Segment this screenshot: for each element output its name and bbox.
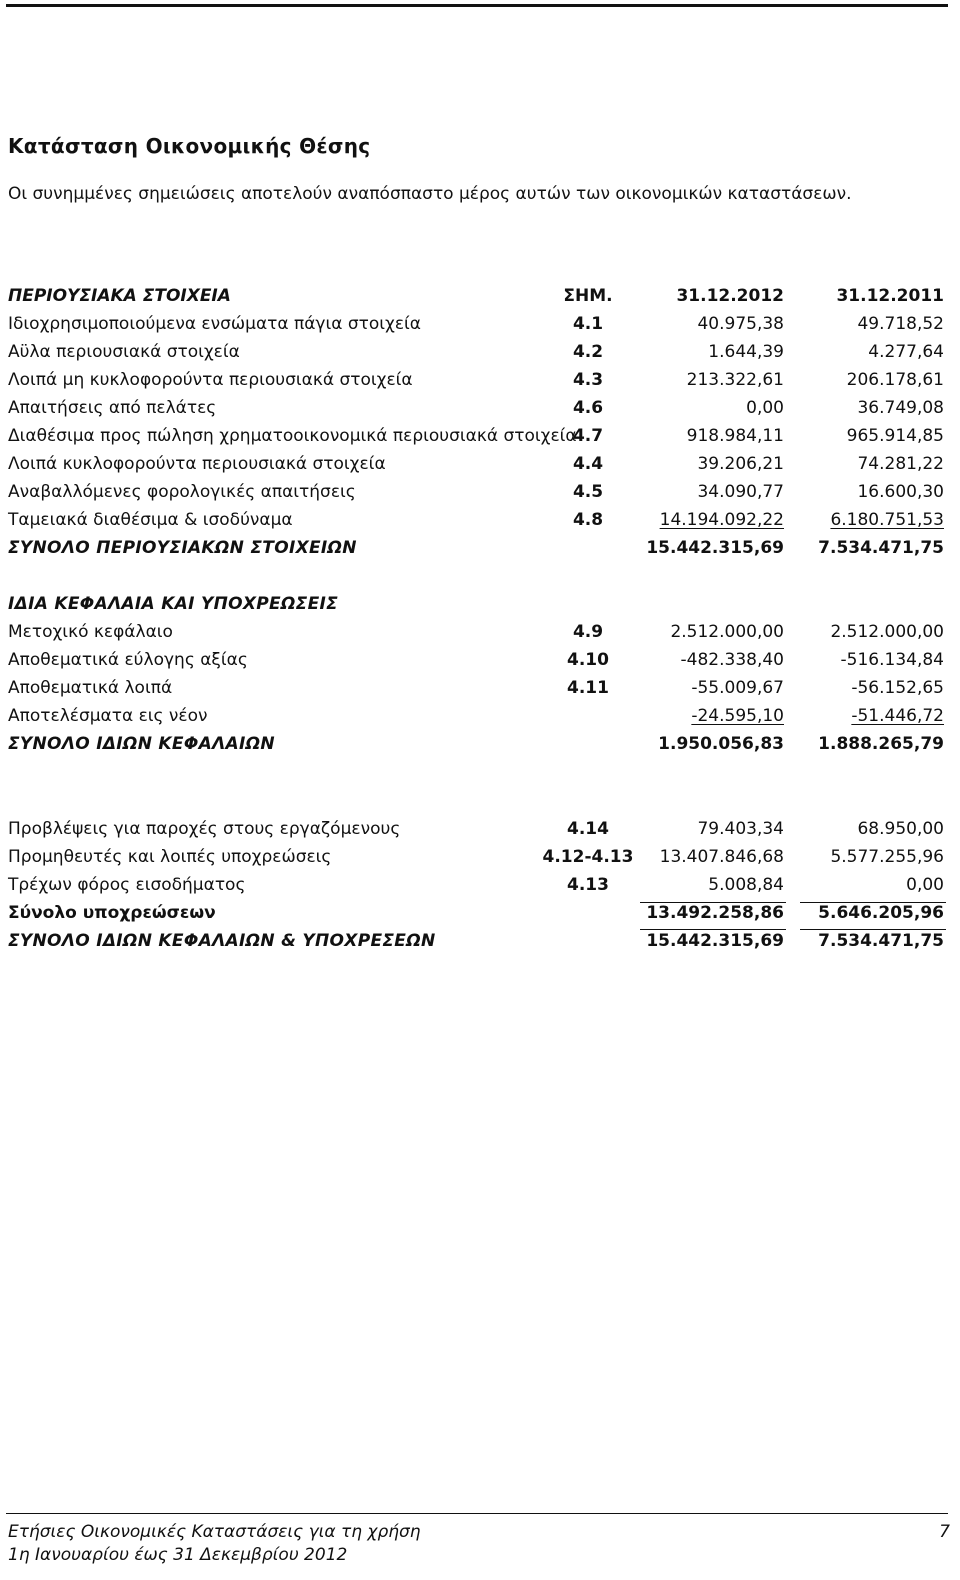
- row-value-2012: 5.008,84: [708, 875, 784, 895]
- row-label: Αποτελέσματα εις νέον: [8, 706, 208, 726]
- row-value-2012: 79.403,34: [697, 819, 784, 839]
- row-label: Ταμειακά διαθέσιμα & ισοδύναμα: [8, 510, 293, 530]
- total-label: Σύνολο υποχρεώσεων: [8, 903, 216, 923]
- liabilities-total-row: [0, 903, 960, 931]
- row-note: 4.6: [572, 398, 604, 418]
- row-value-2012: 34.090,77: [697, 482, 784, 502]
- row-note: 4.3: [572, 370, 604, 390]
- row-note: 4.2: [572, 342, 604, 362]
- row-value-2012: 14.194.092,22: [659, 510, 784, 530]
- table-row: [0, 678, 960, 706]
- table-header: [0, 286, 960, 314]
- row-note: 4.10: [567, 650, 609, 670]
- table-row: [0, 847, 960, 875]
- table-row: [0, 650, 960, 678]
- total-value-2012: 13.492.258,86: [646, 903, 784, 923]
- total-value-2012: 1.950.056,83: [658, 734, 784, 754]
- total-value-2011: 5.646.205,96: [818, 903, 944, 923]
- total-label: ΣΥΝΟΛΟ ΠΕΡΙΟΥΣΙΑΚΩΝ ΣΤΟΙΧΕΙΩΝ: [8, 538, 357, 558]
- row-note: 4.12-4.13: [542, 847, 634, 867]
- page-subtitle: Οι συνημμένες σημειώσεις αποτελούν αναπόσπαστο μέρος αυτών των οικονομικών καταστάσεων.: [8, 184, 852, 204]
- row-value-2011: -51.446,72: [851, 706, 944, 726]
- row-value-2012: -55.009,67: [691, 678, 784, 698]
- table-row: [0, 342, 960, 370]
- equity-section-header: [0, 594, 960, 622]
- row-value-2012: -24.595,10: [691, 706, 784, 726]
- row-value-2011: 36.749,08: [857, 398, 944, 418]
- row-label: Λοιπά μη κυκλοφορούντα περιουσιακά στοιχεία: [8, 370, 413, 390]
- row-value-2012: 2.512.000,00: [670, 622, 784, 642]
- section-heading: ΙΔΙΑ ΚΕΦΑΛΑΙΑ ΚΑΙ ΥΠΟΧΡΕΩΣΕΙΣ: [8, 594, 339, 614]
- year-2012-header: 31.12.2012: [676, 286, 784, 306]
- table-row: [0, 370, 960, 398]
- total-label: ΣΥΝΟΛΟ ΙΔΙΩΝ ΚΕΦΑΛΑΙΩΝ: [8, 734, 275, 754]
- row-note: 4.11: [567, 678, 609, 698]
- row-value-2011: 965.914,85: [846, 426, 944, 446]
- row-value-2011: 16.600,30: [857, 482, 944, 502]
- row-value-2012: 13.407.846,68: [659, 847, 784, 867]
- row-value-2012: -482.338,40: [680, 650, 784, 670]
- row-label: Αναβαλλόμενες φορολογικές απαιτήσεις: [8, 482, 356, 502]
- row-value-2011: -56.152,65: [851, 678, 944, 698]
- assets-header-label: ΠΕΡΙΟΥΣΙΑΚΑ ΣΤΟΙΧΕΙΑ: [8, 286, 231, 306]
- table-row: [0, 706, 960, 734]
- row-label: Τρέχων φόρος εισοδήματος: [8, 875, 246, 895]
- sum-line-2012: [640, 929, 786, 930]
- row-label: Αϋλα περιουσιακά στοιχεία: [8, 342, 240, 362]
- row-note: 4.8: [572, 510, 604, 530]
- row-note: 4.14: [567, 819, 609, 839]
- row-label: Προβλέψεις για παροχές στους εργαζόμενους: [8, 819, 401, 839]
- row-value-2011: 49.718,52: [857, 314, 944, 334]
- footer-line-2: 1η Ιανουαρίου έως 31 Δεκεμβρίου 2012: [8, 1545, 348, 1565]
- total-value-2011: 7.534.471,75: [818, 538, 944, 558]
- total-value-2012: 15.442.315,69: [646, 538, 784, 558]
- row-value-2012: 918.984,11: [686, 426, 784, 446]
- row-value-2011: 2.512.000,00: [830, 622, 944, 642]
- total-value-2011: 7.534.471,75: [818, 931, 944, 951]
- row-note: 4.4: [572, 454, 604, 474]
- footer-line-1: Ετήσιες Οικονομικές Καταστάσεις για τη χρήση: [8, 1522, 421, 1542]
- equity-total-row: [0, 734, 960, 762]
- row-note: 4.5: [572, 482, 604, 502]
- footer-rule: [6, 1513, 948, 1514]
- row-value-2012: 40.975,38: [697, 314, 784, 334]
- row-value-2012: 213.322,61: [686, 370, 784, 390]
- table-row: [0, 875, 960, 903]
- table-row: [0, 622, 960, 650]
- row-value-2012: 39.206,21: [697, 454, 784, 474]
- total-value-2012: 15.442.315,69: [646, 931, 784, 951]
- row-value-2012: 1.644,39: [708, 342, 784, 362]
- row-value-2011: 6.180.751,53: [830, 510, 944, 530]
- assets-total-row: [0, 538, 960, 566]
- table-row: [0, 454, 960, 482]
- total-value-2011: 1.888.265,79: [818, 734, 944, 754]
- row-value-2011: -516.134,84: [840, 650, 944, 670]
- year-2011-header: 31.12.2011: [836, 286, 944, 306]
- sum-line-2011: [800, 929, 946, 930]
- row-note: 4.9: [572, 622, 604, 642]
- table-row: [0, 482, 960, 510]
- grand-total-row: [0, 931, 960, 959]
- row-label: Λοιπά κυκλοφορούντα περιουσιακά στοιχεία: [8, 454, 386, 474]
- total-label: ΣΥΝΟΛΟ ΙΔΙΩΝ ΚΕΦΑΛΑΙΩΝ & ΥΠΟΧΡΕΣΕΩΝ: [8, 931, 436, 951]
- row-value-2011: 68.950,00: [857, 819, 944, 839]
- row-note: 4.1: [572, 314, 604, 334]
- row-label: Μετοχικό κεφάλαιο: [8, 622, 173, 642]
- row-label: Απαιτήσεις από πελάτες: [8, 398, 217, 418]
- note-column-header: ΣΗΜ.: [563, 286, 613, 306]
- top-rule: [6, 4, 948, 7]
- table-row: [0, 398, 960, 426]
- row-label: Προμηθευτές και λοιπές υποχρεώσεις: [8, 847, 332, 867]
- table-row: [0, 314, 960, 342]
- row-label: Αποθεματικά εύλογης αξίας: [8, 650, 248, 670]
- row-label: Αποθεματικά λοιπά: [8, 678, 173, 698]
- row-label: Διαθέσιμα προς πώληση χρηματοοικονομικά περιουσιακά στοιχεία: [8, 426, 577, 446]
- row-value-2011: 206.178,61: [846, 370, 944, 390]
- page-number: 7: [939, 1522, 950, 1542]
- row-value-2012: 0,00: [746, 398, 784, 418]
- row-note: 4.13: [567, 875, 609, 895]
- table-row: [0, 819, 960, 847]
- row-value-2011: 4.277,64: [868, 342, 944, 362]
- table-row: [0, 510, 960, 538]
- row-value-2011: 74.281,22: [857, 454, 944, 474]
- row-label: Ιδιοχρησιμοποιούμενα ενσώματα πάγια στοιχεία: [8, 314, 421, 334]
- table-row: [0, 426, 960, 454]
- row-value-2011: 0,00: [906, 875, 944, 895]
- row-value-2011: 5.577.255,96: [830, 847, 944, 867]
- page-title: Κατάσταση Οικονομικής Θέσης: [8, 134, 371, 158]
- row-note: 4.7: [572, 426, 604, 446]
